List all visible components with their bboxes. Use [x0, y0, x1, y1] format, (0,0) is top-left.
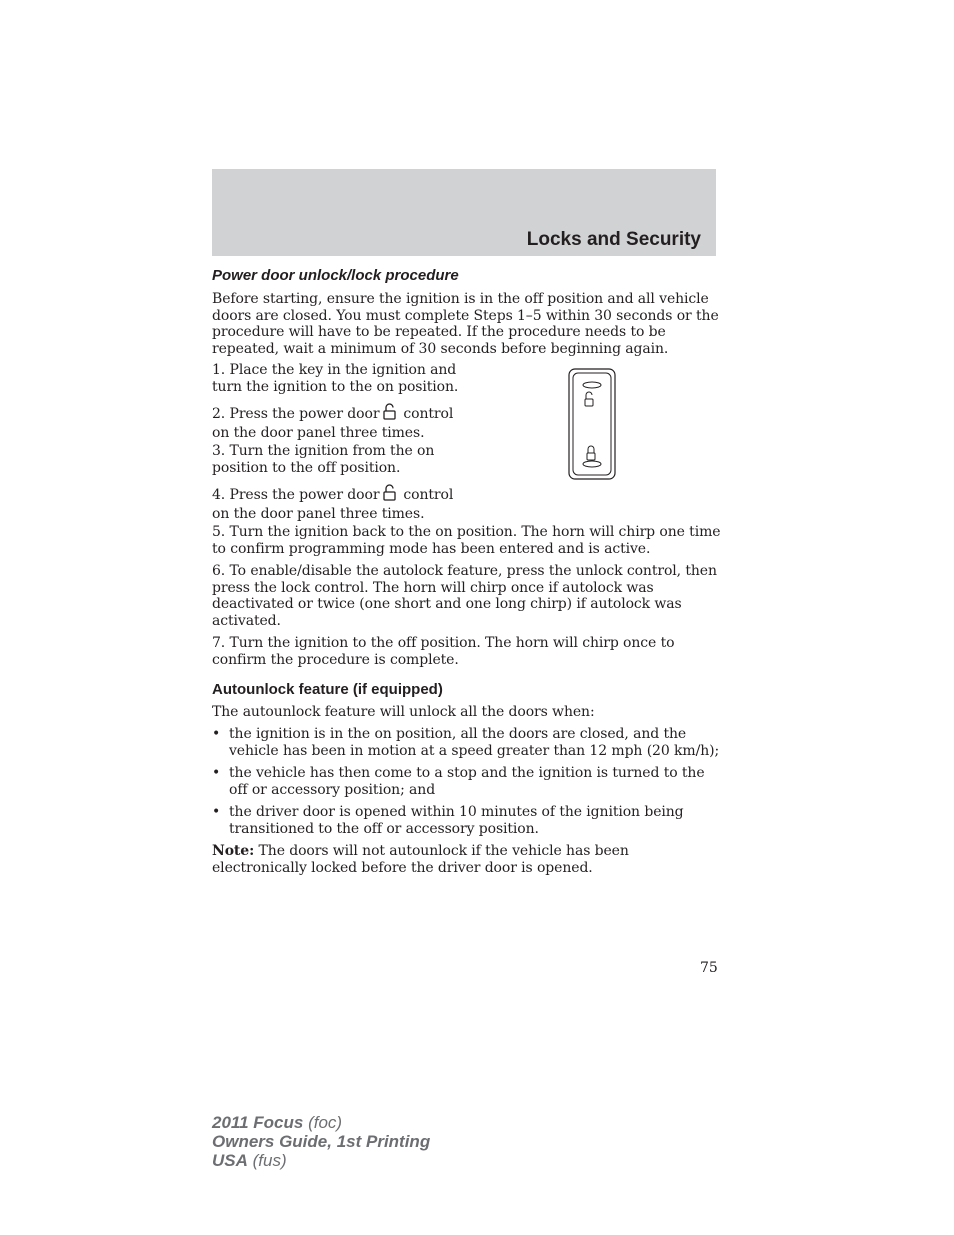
unlock-icon [383, 484, 399, 506]
footer-line-1 [212, 1113, 430, 1132]
step-2 [212, 403, 472, 441]
step-7: 7. Turn the ignition to the off position. The horn will chirp once to confirm the procedure is complete. [212, 635, 675, 668]
procedure-heading: Power door unlock/lock procedure [212, 267, 459, 284]
list-item [212, 804, 722, 837]
footer [212, 1113, 430, 1170]
bullet-marker: • [212, 804, 221, 820]
autounlock-heading: Autounlock feature (if equipped) [212, 681, 443, 698]
note [212, 843, 722, 876]
step-6: 6. To enable/disable the autolock feature, press the unlock control, then press the lock control. The horn will chirp once if autolock was deactivated or twice (one short and one long chirp) if autolock was activated. [212, 563, 717, 629]
footer-model: 2011 Focus [212, 1113, 304, 1132]
page-number: 75 [700, 960, 718, 976]
list-item-text: the driver door is opened within 10 minutes of the ignition being transitioned to the off or accessory position. [229, 804, 684, 837]
list-item [212, 765, 722, 798]
step-1: 1. Place the key in the ignition and turn the ignition to the on position. [212, 362, 459, 395]
step-4-text-a: 4. Press the power door [212, 487, 380, 503]
section-header-bar [212, 169, 716, 256]
list-item-text: the ignition is in the on position, all the doors are closed, and the vehicle has been in motion at a speed greater than 12 mph (20 km/h); [229, 726, 720, 759]
footer-guide: Owners Guide, 1st Printing [212, 1132, 431, 1151]
procedure-intro: Before starting, ensure the ignition is in the off position and all vehicle doors are closed. You must complete Steps 1–5 within 30 seconds or the procedure will have to be repeated. If the procedure needs to be repeated, wait a minimum of 30 seconds before beginning again. [212, 291, 719, 357]
step-5: 5. Turn the ignition back to the on position. The horn will chirp one time to confirm programming mode has been entered and is active. [212, 524, 721, 557]
autounlock-intro: The autounlock feature will unlock all the doors when: [212, 704, 595, 720]
list-item-text: the vehicle has then come to a stop and the ignition is turned to the off or accessory position; and [229, 765, 705, 798]
unlock-icon [383, 403, 399, 425]
footer-market: USA [212, 1151, 248, 1170]
list-item [212, 726, 722, 759]
footer-line-3 [212, 1151, 430, 1170]
step-2-text-b: control on the door panel three times. [212, 406, 454, 441]
footer-line-2 [212, 1132, 430, 1151]
step-3: 3. Turn the ignition from the on position to the off position. [212, 443, 435, 476]
door-lock-switch-illustration [568, 368, 616, 480]
bullet-marker: • [212, 765, 221, 781]
note-label: Note: [212, 843, 255, 859]
step-4-text-b: control on the door panel three times. [212, 487, 454, 522]
footer-market-code: (fus) [252, 1151, 287, 1170]
footer-model-code: (foc) [308, 1113, 343, 1132]
step-2-text-a: 2. Press the power door [212, 406, 380, 422]
step-4 [212, 484, 472, 522]
note-text: The doors will not autounlock if the vehicle has been electronically locked before the driver door is opened. [212, 843, 629, 876]
section-title: Locks and Security [526, 229, 701, 250]
bullet-marker: • [212, 726, 221, 742]
